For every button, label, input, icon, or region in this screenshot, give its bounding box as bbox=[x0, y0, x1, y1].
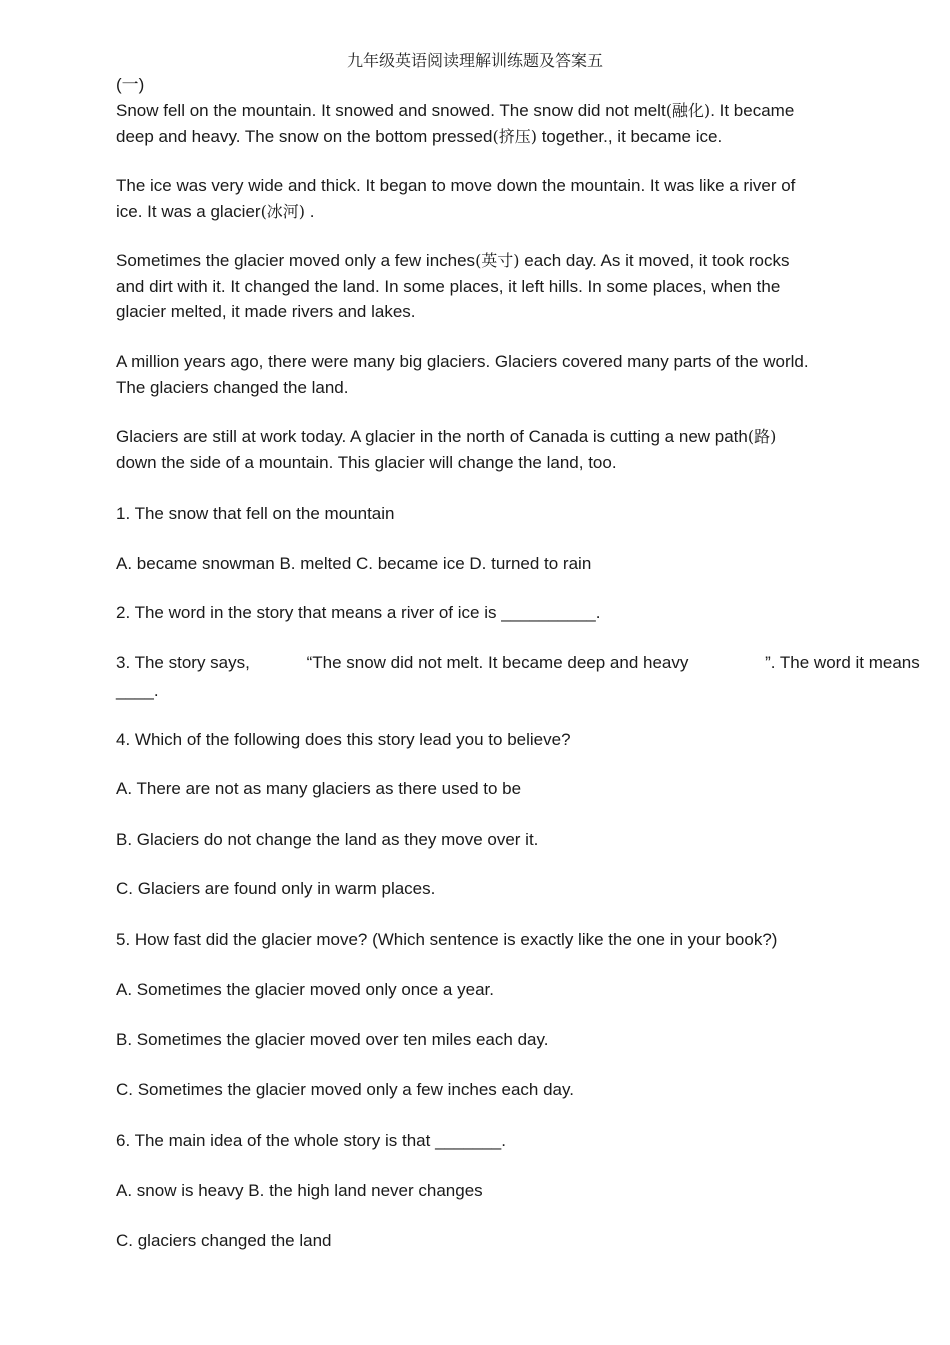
chinese-gloss: (挤压) bbox=[492, 127, 537, 146]
question-3-quote: “The snow did not melt. It became deep and heavy bbox=[306, 653, 689, 672]
question-3 bbox=[116, 652, 920, 674]
passage-paragraph-2-line-1: The ice was very wide and thick. It began to move down the mountain. It was like a river of bbox=[116, 176, 796, 195]
question-4-option-a: A. There are not as many glaciers as there used to be bbox=[116, 779, 522, 798]
question-3-prefix: 3. The story says, bbox=[116, 653, 250, 672]
section-label: (一) bbox=[116, 75, 145, 94]
question-1: 1. The snow that fell on the mountain bbox=[116, 504, 395, 523]
chinese-gloss: (路) bbox=[747, 427, 777, 446]
question-4: 4. Which of the following does this story lead you to believe? bbox=[116, 730, 571, 749]
passage-text: together., it became ice. bbox=[536, 127, 723, 146]
passage-text: Sometimes the glacier moved only a few inches bbox=[116, 251, 476, 270]
question-6-option-c: C. glaciers changed the land bbox=[116, 1231, 332, 1250]
passage-text: Glaciers are still at work today. A glacier in the north of Canada is cutting a new path bbox=[116, 427, 748, 446]
passage-text: deep and heavy. The snow on the bottom pressed bbox=[116, 127, 493, 146]
chinese-gloss: (冰河) bbox=[260, 202, 306, 221]
passage-paragraph-3-line-3: glacier melted, it made rivers and lakes. bbox=[116, 302, 416, 321]
passage-paragraph-5-line-1 bbox=[116, 426, 776, 448]
passage-paragraph-2-line-2 bbox=[116, 201, 315, 223]
passage-paragraph-3-line-2: and dirt with it. It changed the land. In some places, it left hills. In some places, when the bbox=[116, 277, 781, 296]
passage-text: . It became bbox=[710, 101, 795, 120]
question-6-options-ab: A. snow is heavy B. the high land never changes bbox=[116, 1181, 483, 1200]
passage-paragraph-5-line-2: down the side of a mountain. This glacier will change the land, too. bbox=[116, 453, 617, 472]
passage-text: ice. It was a glacier bbox=[116, 202, 261, 221]
question-5-option-b: B. Sometimes the glacier moved over ten miles each day. bbox=[116, 1030, 549, 1049]
passage-paragraph-3-line-1 bbox=[116, 250, 789, 272]
chinese-gloss: (英寸) bbox=[475, 251, 520, 270]
passage-text: Snow fell on the mountain. It snowed and snowed. The snow did not melt bbox=[116, 101, 666, 120]
passage-paragraph-1-line-2 bbox=[116, 126, 722, 148]
question-4-option-b: B. Glaciers do not change the land as they move over it. bbox=[116, 830, 539, 849]
passage-paragraph-1-line-1 bbox=[116, 100, 794, 122]
question-5-option-c: C. Sometimes the glacier moved only a few inches each day. bbox=[116, 1080, 574, 1099]
question-5-option-a: A. Sometimes the glacier moved only once a year. bbox=[116, 980, 494, 999]
passage-text: . bbox=[305, 202, 315, 221]
page-title: 九年级英语阅读理解训练题及答案五 bbox=[346, 51, 603, 70]
question-2: 2. The word in the story that means a river of ice is __________. bbox=[116, 603, 601, 622]
question-1-options: A. became snowman B. melted C. became ice D. turned to rain bbox=[116, 554, 592, 573]
question-3-end: ”. The word it means bbox=[765, 653, 920, 672]
passage-paragraph-4-line-2: The glaciers changed the land. bbox=[116, 378, 349, 397]
chinese-gloss: (融化) bbox=[665, 101, 711, 120]
question-6: 6. The main idea of the whole story is that _______. bbox=[116, 1131, 506, 1150]
question-4-option-c: C. Glaciers are found only in warm places. bbox=[116, 879, 436, 898]
question-3-blank: ____. bbox=[116, 681, 159, 700]
passage-paragraph-4-line-1: A million years ago, there were many big glaciers. Glaciers covered many parts of the world. bbox=[116, 352, 809, 371]
passage-text: each day. As it moved, it took rocks bbox=[519, 251, 790, 270]
question-5: 5. How fast did the glacier move? (Which sentence is exactly like the one in your book?) bbox=[116, 930, 778, 949]
